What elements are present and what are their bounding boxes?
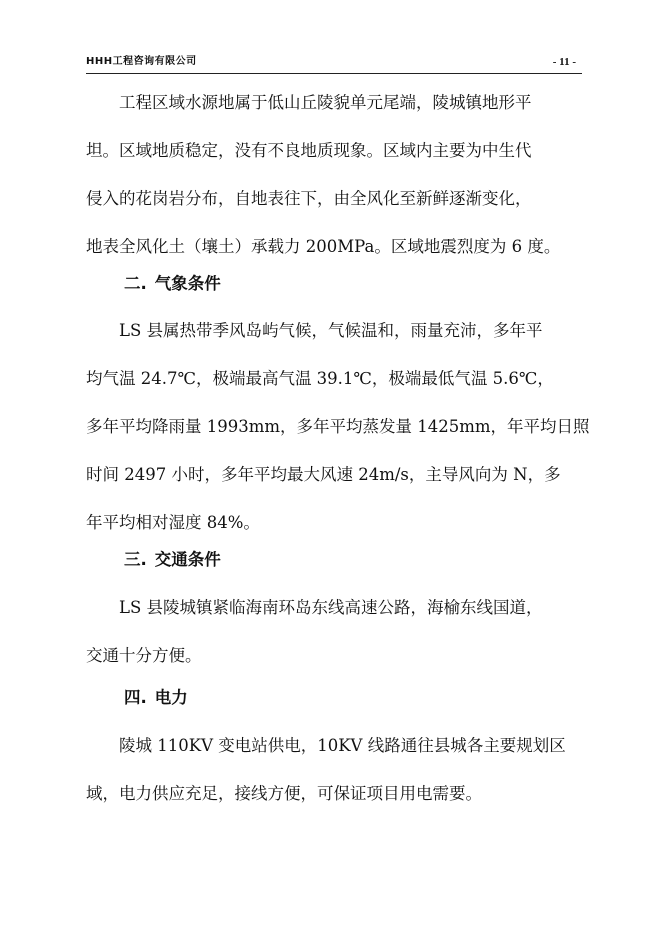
- section-heading-weather: [124, 272, 221, 296]
- section-heading-traffic: [124, 548, 221, 572]
- weather-paragraph: [86, 307, 590, 547]
- paragraph-line: 交通十分方便。: [86, 646, 202, 665]
- page-header: [86, 55, 582, 73]
- paragraph-line: 陵城 110KV 变电站供电，10KV 线路通往县城各主要规划区: [86, 736, 566, 755]
- header-page-number: - 11 -: [552, 56, 576, 68]
- paragraph-line: 均气温 24.7℃，极端最高气温 39.1℃，极端最低气温 5.6℃，: [86, 369, 554, 388]
- section-number: 四.: [124, 688, 147, 707]
- header-rule: [86, 73, 582, 74]
- paragraph-line: 时间 2497 小时，多年平均最大风速 24m/s，主导风向为 N，多: [86, 465, 561, 484]
- paragraph-line: 年平均相对湿度 84%。: [86, 513, 260, 532]
- traffic-paragraph: [86, 584, 576, 680]
- paragraph-line: 侵入的花岗岩分布，自地表往下，由全风化至新鲜逐渐变化，: [86, 189, 532, 208]
- section-number: 三.: [124, 550, 147, 569]
- paragraph-line: 坦。区域地质稳定，没有不良地质现象。区域内主要为中生代: [86, 141, 532, 160]
- paragraph-line: 多年平均降雨量 1993mm，多年平均蒸发量 1425mm，年平均日照: [86, 417, 590, 436]
- paragraph-line: LS 县陵城镇紧临海南环岛东线高速公路，海榆东线国道，: [86, 598, 543, 617]
- paragraph-line: 地表全风化土（壤土）承载力 200MPa。区域地震烈度为 6 度。: [86, 237, 561, 256]
- section-number: 二.: [124, 274, 147, 293]
- paragraph-line: LS 县属热带季风岛屿气候，气候温和，雨量充沛，多年平: [86, 321, 543, 340]
- header-company-name: HHH工程咨询有限公司: [86, 56, 197, 67]
- paragraph-line: 工程区域水源地属于低山丘陵貌单元尾端，陵城镇地形平: [86, 93, 532, 112]
- section-title: 电力: [154, 688, 188, 707]
- section-title: 交通条件: [154, 550, 221, 569]
- section-heading-power: [124, 686, 188, 710]
- power-paragraph: [86, 722, 576, 818]
- geology-paragraph: [86, 79, 576, 271]
- paragraph-line: 域，电力供应充足，接线方便，可保证项目用电需要。: [86, 784, 482, 803]
- section-title: 气象条件: [154, 274, 221, 293]
